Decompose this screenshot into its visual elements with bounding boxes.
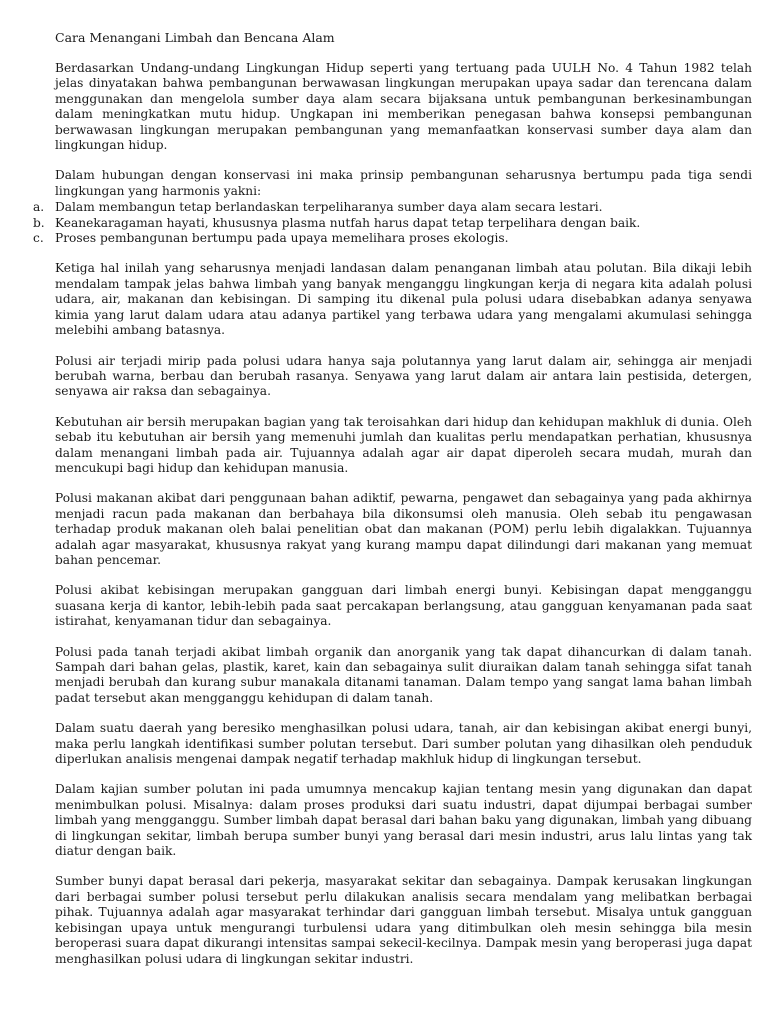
paragraph-body: Dalam suatu daerah yang beresiko menghasilkan polusi udara, tanah, air dan kebisingan akibat energi bunyi, maka perlu langkah identifikasi sumber polutan tersebut. Dari sumber polutan yang dihasilkan oleh penduduk diperlukan analisis mengenai dampak negatif terhadap makhluk hidup di lingkungan tersebut. — [55, 721, 752, 767]
paragraph-body: Ketiga hal inilah yang seharusnya menjadi landasan dalam penanganan limbah atau polutan. Bila dikaji lebih mendalam tampak jelas bahwa limbah yang banyak menganggu lingkungan kerja di negara kita adalah polusi udara, air, makanan dan kebisingan. Di samping itu dikenal pula polusi udara disebabkan adanya senyawa kimia yang larut dalam udara atau adanya partikel yang terbawa udara yang mengalami akumulasi sehingga melebihi ambang batasnya. — [55, 261, 752, 338]
paragraph-intro: Berdasarkan Undang-undang Lingkungan Hidup seperti yang tertuang pada UULH No. 4 Tahun 1982 telah jelas dinyatakan bahwa pembangunan berwawasan lingkungan merupakan upaya sadar dan terencana dalam menggunakan dan mengelola sumber daya alam secara bijaksana untuk pembangunan berkesinambungan dalam meningkatkan mutu hidup. Ungkapan ini memberikan penegasan bahwa konsepsi pembangunan berwawasan lingkungan merupakan pembangunan yang memanfaatkan konservasi sumber daya alam dan lingkungan hidup. — [55, 61, 752, 153]
paragraph-body: Sumber bunyi dapat berasal dari pekerja, masyarakat sekitar dan sebagainya. Dampak kerusakan lingkungan dari berbagai sumber polusi tersebut perlu dilakukan analisis secara mendalam yang melibatkan berbagai pihak. Tujuannya adalah agar masyarakat terhindar dari gangguan limbah tersebut. Misalya untuk gangguan kebisingan upaya untuk mengurangi turbulensi udara yang ditimbulkan oleh mesin sehingga bila mesin beroperasi suara dapat dikurangi intensitas sampai sekecil-kecilnya. Dampak mesin yang beroperasi juga dapat menghasilkan polusi udara di lingkungan sekitar industri. — [55, 874, 752, 966]
list-item-text: Keanekaragaman hayati, khususnya plasma nutfah harus dapat tetap terpelihara dengan baik. — [55, 215, 641, 230]
list-marker: c. — [33, 231, 44, 246]
list-item — [33, 200, 752, 215]
list-item-text: Dalam membangun tetap berlandaskan terpeliharanya sumber daya alam secara lestari. — [55, 200, 603, 215]
list-item-text: Proses pembangunan bertumpu pada upaya memelihara proses ekologis. — [55, 231, 509, 246]
document-title: Cara Menangani Limbah dan Bencana Alam — [55, 30, 335, 45]
paragraph-body: Kebutuhan air bersih merupakan bagian yang tak teroisahkan dari hidup dan kehidupan makhluk di dunia. Oleh sebab itu kebutuhan air bersih yang memenuhi jumlah dan kualitas perlu mendapatkan perhatian, khususnya dalam menangani limbah pada air. Tujuannya adalah agar air dapat diperoleh secara mudah, murah dan mencukupi bagi hidup dan kehidupan manusia. — [55, 414, 752, 475]
list-item — [33, 231, 752, 246]
list-marker: b. — [33, 215, 45, 230]
paragraph-body: Polusi air terjadi mirip pada polusi udara hanya saja polutannya yang larut dalam air, sehingga air menjadi berubah warna, berbau dan berubah rasanya. Senyawa yang larut dalam air antara lain pestisida, detergen, senyawa air raksa dan sebagainya. — [55, 353, 752, 399]
paragraph-body: Polusi pada tanah terjadi akibat limbah organik dan anorganik yang tak dapat dihancurkan di dalam tanah. Sampah dari bahan gelas, plastik, karet, kain dan sebagainya sulit diuraikan dalam tanah sehingga sifat tanah menjadi berubah dan kurang subur manakala ditanami tanaman. Dalam tempo yang sangat lama bahan limbah padat tersebut akan mengganggu kehidupan di dalam tanah. — [55, 644, 752, 705]
list-marker: a. — [33, 200, 45, 215]
paragraph-body: Polusi makanan akibat dari penggunaan bahan adiktif, pewarna, pengawet dan sebagainya yang pada akhirnya menjadi racun pada makanan dan berbahaya bila dikonsumsi oleh manusia. Oleh sebab itu pengawasan terhadap produk makanan oleh balai penelitian obat dan makanan (POM) perlu lebih digalakkan. Tujuannya adalah agar masyarakat, khususnya rakyat yang kurang mampu dapat dilindungi dari makanan yang memuat bahan pencemar. — [55, 491, 752, 567]
list-item — [33, 216, 752, 231]
principles-list — [33, 200, 752, 246]
paragraph-body: Dalam kajian sumber polutan ini pada umumnya mencakup kajian tentang mesin yang digunakan dan dapat menimbulkan polusi. Misalnya: dalam proses produksi dari suatu industri, dapat dijumpai berbagai sumber limbah yang mengganggu. Sumber limbah dapat berasal dari bahan baku yang digunakan, limbah yang dibuang di lingkungan sekitar, limbah berupa sumber bunyi yang berasal dari mesin industri, arus lalu lintas yang tak diatur dengan baik. — [55, 782, 752, 859]
paragraph-principles: Dalam hubungan dengan konservasi ini maka prinsip pembangunan seharusnya bertumpu pada tiga sendi lingkungan yang harmonis yakni: — [55, 168, 752, 198]
paragraph-body: Polusi akibat kebisingan merupakan gangguan dari limbah energi bunyi. Kebisingan dapat mengganggu suasana kerja di kantor, lebih-lebih pada saat percakapan berlangsung, atau gangguan kenyamanan pada saat istirahat, kenyamanan tidur dan sebagainya. — [55, 583, 752, 629]
